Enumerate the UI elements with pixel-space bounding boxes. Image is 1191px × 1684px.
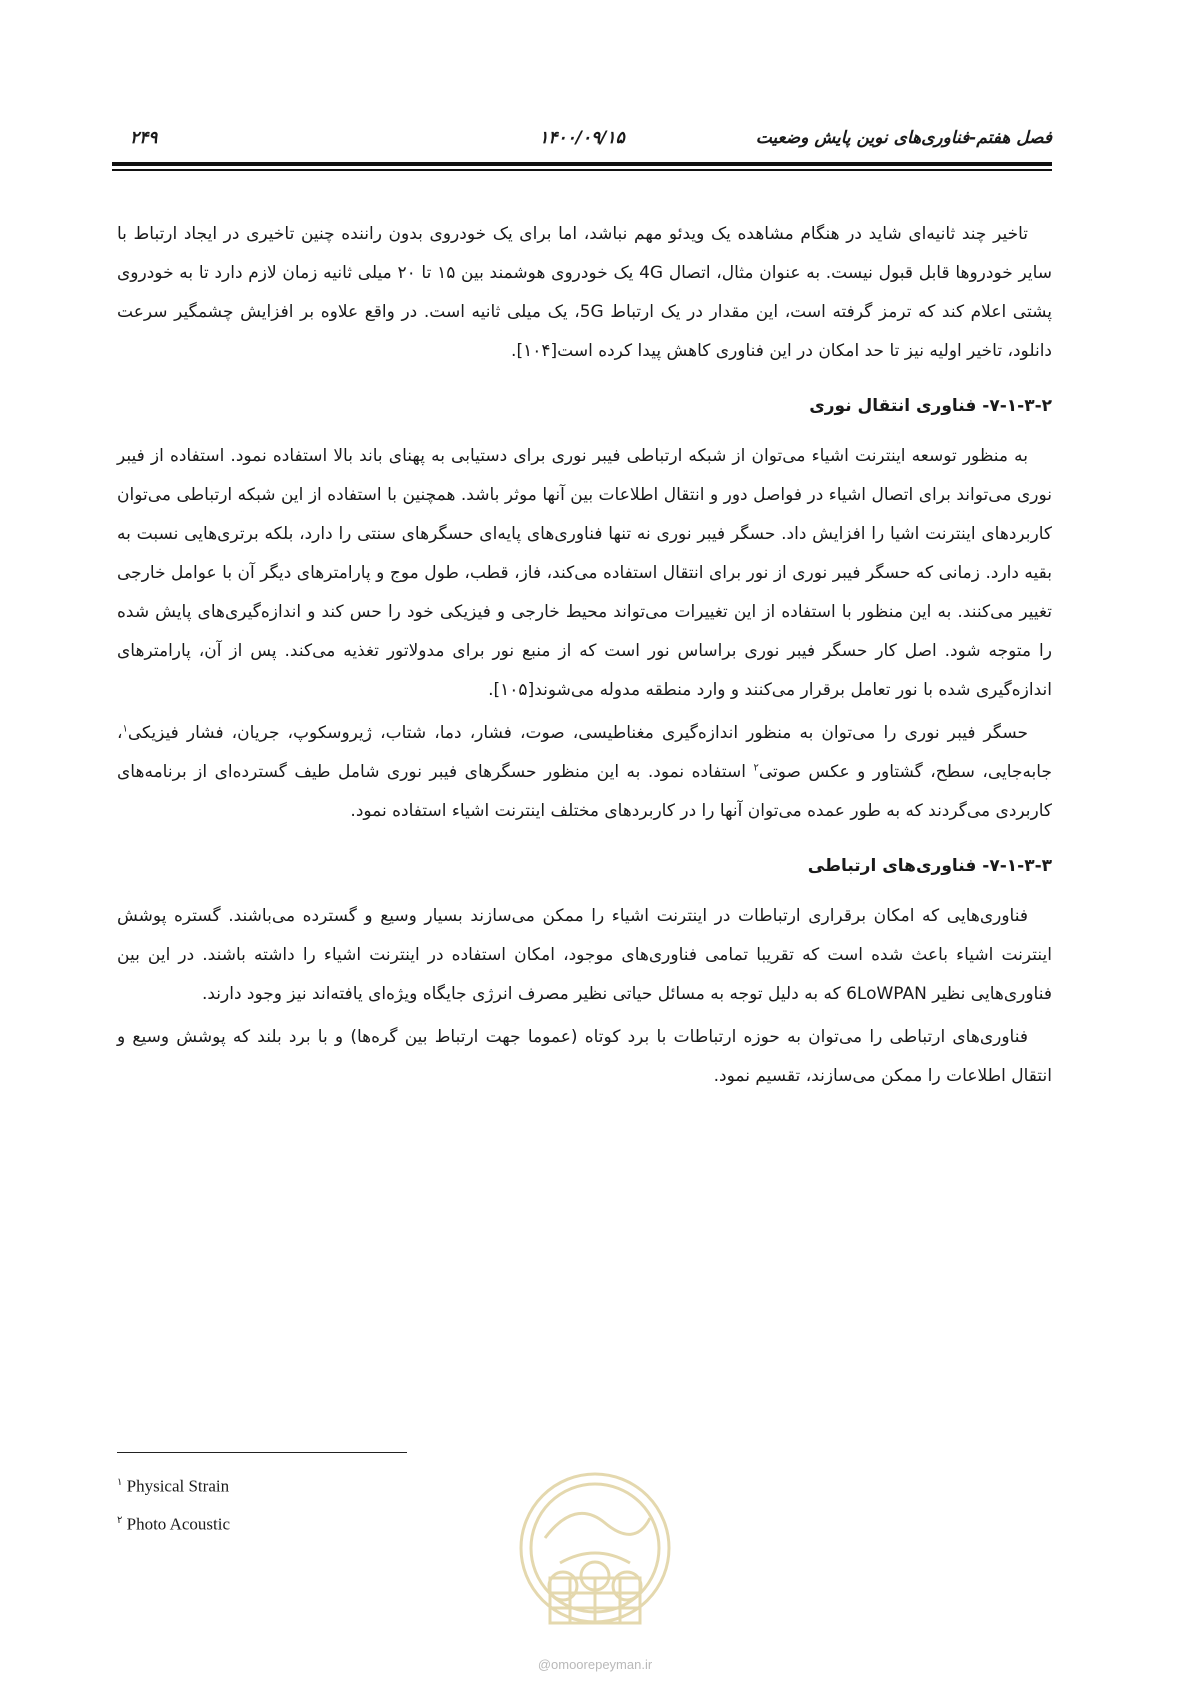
watermark-text: @omoorepeyman.ir: [537, 1657, 653, 1672]
header-rule-thick: [112, 162, 1052, 166]
footnote-text: Physical Strain: [122, 1476, 230, 1496]
paragraph-latency: تاخیر چند ثانیه‌ای شاید در هنگام مشاهده یک ویدئو مهم نباشد، اما برای یک خودروی بدون راننده چنین تاخیری در ایجاد ارتباط با سایر خودروها قابل قبول نیست. به عنوان مثال، اتصال 4G یک خودروی هوشمند بین ۱۵ تا ۲۰ میلی ثانیه زمان لازم دارد تا به خودروی پشتی اعلام کند که ترمز گرفته است، این مقدار در یک ارتباط 5G، یک میلی ثانیه است. در واقع علاوه بر افزایش چشمگیر سرعت دانلود، تاخیر اولیه نیز تا حد امکان در این فناوری کاهش پیدا کرده است[۱۰۴].: [117, 224, 1052, 361]
footnote-item: [117, 1466, 517, 1504]
chapter-title: فصل هفتم-فناوری‌های نوین پایش وضعیت: [755, 128, 1052, 148]
footnote-mark: ۱: [117, 1477, 123, 1488]
watermark-logo-icon: [515, 1468, 675, 1648]
paragraph-sensor-uses: [117, 714, 1052, 831]
paragraph-communication: فناوری‌هایی که امکان برقراری ارتباطات در اینترنت اشیاء را ممکن می‌سازند بسیار وسیع و گسترده می‌باشند. گستره پوشش اینترنت اشیاء باعث شده است که تقریبا تمامی فناوری‌های موجود، امکان استفاده در اینترنت اشیاء را داشته باشند. در این بین فناوری‌هایی نظیر 6LoWPAN که به دلیل توجه به مسائل حیاتی نظیر مصرف انرژی جایگاه ویژه‌ای یافته‌اند نیز وجود دارند.: [117, 906, 1052, 1004]
footnote-ref[interactable]: ۱: [122, 723, 128, 735]
footnote-item: [117, 1504, 517, 1542]
section-heading-communication: ۷-۱-۳-۳- فناوری‌های ارتباطی: [807, 856, 1052, 876]
text-segment: استفاده نمود. به این منظور حسگرهای فیبر نوری شامل طیف گسترده‌ای از برنامه‌های کاربردی می‌گردند که به طور عمده می‌توان آنها را در کاربردهای مختلف اینترنت اشیاء استفاده نمود.: [117, 762, 1052, 821]
paragraph-optical: به منظور توسعه اینترنت اشیاء می‌توان از شبکه ارتباطی فیبر نوری برای دستیابی به پهنای باند بالا استفاده نمود. استفاده از فیبر نوری می‌تواند برای اتصال اشیاء در فواصل دور و انتقال اطلاعات بین آنها موثر باشد. همچنین با استفاده از این شبکه ارتباطی می‌توان کاربردهای اینترنت اشیا را افزایش داد. حسگر فیبر نوری نه تنها فناوری‌های پایه‌ای حسگرهای سنتی را دارد، بلکه برتری‌هایی نسبت به بقیه دارد. زمانی که حسگر فیبر نوری از نور برای انتقال استفاده می‌کند، فاز، قطب، طول موج و پارامترهای دیگر آن با عوامل خارجی تغییر می‌کنند. به این منظور با استفاده از این تغییرات می‌تواند محیط خارجی و فیزیکی خود را حس کند و اندازه‌گیری‌های پایش شده را متوجه شود. اصل کار حسگر فیبر نوری براساس نور است که از منبع نور برای مدولاتور تغذیه می‌کند. پس از آن، پارامترهای اندازه‌گیری شده با نور تعامل برقرار می‌کنند و وارد منطقه مدوله می‌شوند[۱۰۵].: [117, 446, 1052, 700]
page-number: ۲۴۹: [130, 128, 158, 148]
footnote-ref[interactable]: ۲: [753, 762, 759, 774]
footnotes: [117, 1466, 517, 1541]
header-date: ۱۴۰۰/۰۹/۱۵: [539, 128, 625, 148]
footnote-text: Photo Acoustic: [122, 1514, 231, 1534]
text-segment: حسگر فیبر نوری را می‌توان به منظور اندازه‌گیری مغناطیسی، صوت، فشار، دما، شتاب، ژیروسکوپ، جریان، فشار فیزیکی: [127, 723, 1028, 743]
section-heading-optical: ۷-۱-۳-۲- فناوری انتقال نوری: [809, 396, 1052, 416]
paragraph-range: فناوری‌های ارتباطی را می‌توان به حوزه ارتباطات با برد کوتاه (عموما جهت ارتباط بین گره‌ها) و با برد بلند که پوشش وسیع و انتقال اطلاعات را ممکن می‌سازند، تقسیم نمود.: [117, 1027, 1052, 1086]
footnote-mark: ۲: [117, 1514, 123, 1526]
text-segment: ، جابه‌جایی، سطح، گشتاور و عکس صوتی: [117, 723, 1052, 782]
footnote-divider: [117, 1452, 407, 1453]
page-header: [112, 128, 1052, 158]
header-rule-thin: [112, 169, 1052, 171]
body-content: [117, 215, 1052, 1100]
